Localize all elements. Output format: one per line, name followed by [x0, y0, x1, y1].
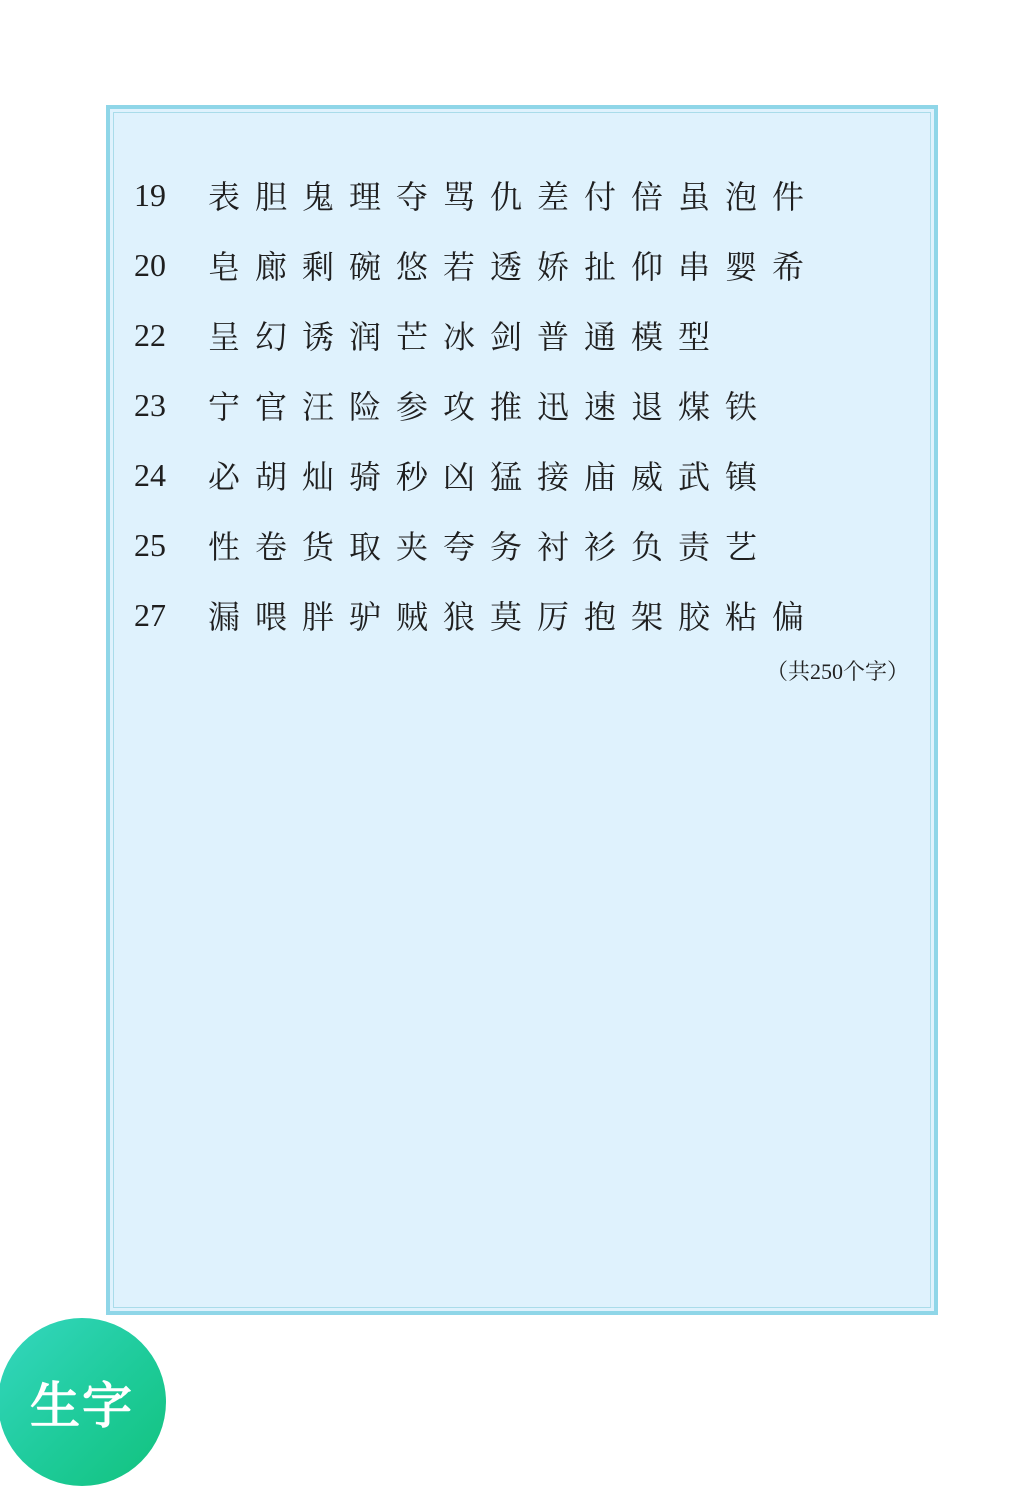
lesson-number: 23 [134, 386, 166, 423]
lesson-characters: 皂廊剩碗悠若透娇扯仰串婴希 [208, 248, 820, 286]
lesson-characters: 性卷货取夹夸务衬衫负责艺 [208, 528, 773, 566]
lesson-characters: 呈幻诱润芒冰剑普通模型 [208, 318, 726, 356]
lesson-row [134, 300, 894, 370]
lesson-characters: 表胆鬼理夺骂仇差付倍虽泡件 [208, 178, 820, 216]
lesson-number: 19 [134, 176, 166, 213]
lesson-characters: 必胡灿骑秒凶猛接庙威武镇 [208, 458, 773, 496]
total-count-note: （共250个字） [765, 659, 909, 684]
lesson-row [134, 440, 894, 510]
lesson-number: 25 [134, 526, 166, 563]
lesson-row [134, 580, 894, 650]
lesson-characters: 漏喂胖驴贼狼莫厉抱架胶粘偏 [208, 598, 820, 636]
lesson-number: 22 [134, 316, 166, 353]
lesson-row [134, 370, 894, 440]
section-badge [0, 1318, 166, 1486]
lesson-characters: 宁官汪险参攻推迅速退煤铁 [208, 388, 773, 426]
lesson-number: 20 [134, 246, 166, 283]
lesson-row [134, 160, 894, 230]
lesson-number: 27 [134, 596, 166, 633]
section-badge-label: 生字 [30, 1377, 134, 1435]
lesson-row [134, 510, 894, 580]
lesson-number: 24 [134, 456, 166, 493]
lesson-row [134, 230, 894, 300]
character-rows [134, 160, 894, 650]
